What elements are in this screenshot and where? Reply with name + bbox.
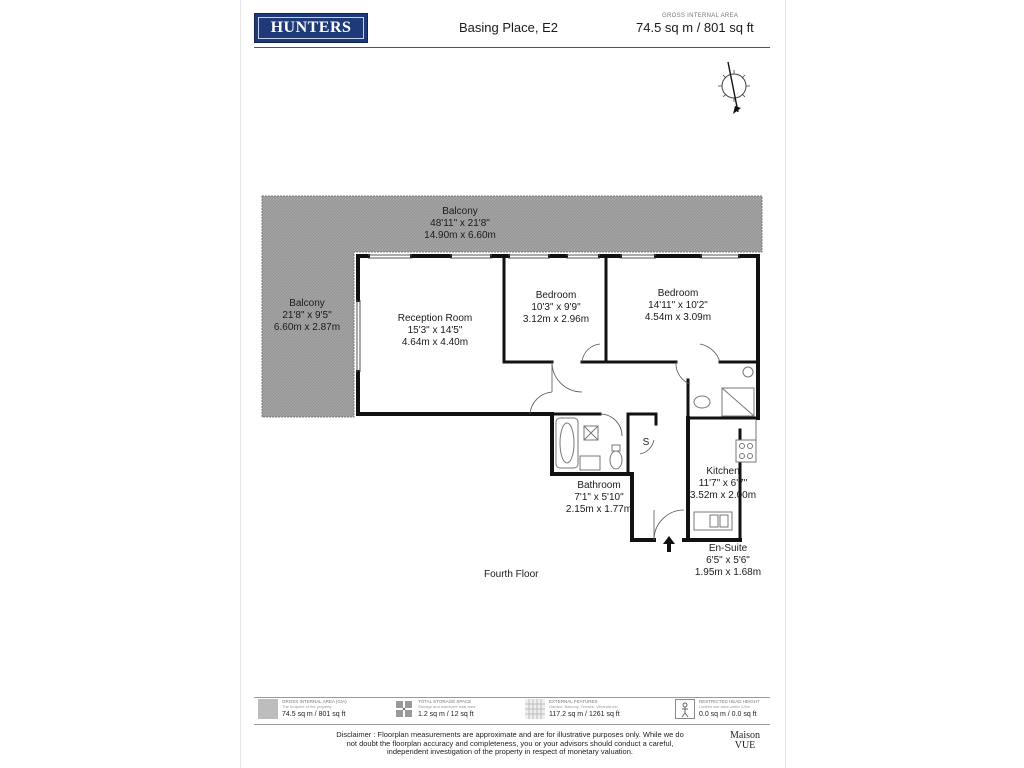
maison-line1: Maison [730, 730, 760, 741]
balcony-side-label [267, 298, 347, 334]
room-name: Balcony [289, 298, 325, 309]
legend-value: 74.5 sq m / 801 sq ft [282, 711, 346, 718]
legend-title: GROSS INTERNAL AREA (GIA) [282, 699, 347, 704]
room-metric: 6.60m x 2.87m [273, 322, 341, 333]
room-metric: 14.90m x 6.60m [424, 230, 496, 241]
legend-divider-bottom [254, 724, 770, 725]
gia-label: GROSS INTERNAL AREA [662, 13, 739, 19]
legend-value: 1.2 sq m / 12 sq ft [418, 711, 474, 718]
room-name: Bedroom [657, 288, 699, 299]
legend-external [525, 699, 655, 721]
room-metric: 4.64m x 4.40m [401, 337, 469, 348]
legend-sub: Storage and wardrobe total area [418, 704, 476, 709]
room-metric: 4.54m x 3.09m [644, 312, 712, 323]
bedroom-2-label [638, 288, 718, 324]
room-name: En-Suite [708, 543, 748, 554]
legend-gia [258, 699, 368, 721]
room-metric: 2.15m x 1.77m [565, 504, 633, 515]
legend-storage [394, 699, 504, 721]
legend-sub: Limited use area under 1.5m [699, 704, 750, 709]
reception-room-label [385, 313, 485, 349]
disclaimer-text: Disclaimer : Floorplan measurements are approximate and are for illustrative purposes only. While we do not doubt the floorplan accuracy and completeness, you or your advisors should conduct a careful, independent investigation of the property in respect of monetary valuation. [336, 730, 684, 756]
room-imperial: 15'3" x 14'5" [407, 325, 463, 336]
bedroom-1-label [516, 290, 596, 326]
maison-line2: VUE [734, 740, 756, 751]
room-imperial: 6'5" x 5'6" [706, 555, 750, 566]
room-metric: 3.52m x 2.00m [689, 490, 757, 501]
room-imperial: 48'11" x 21'8" [430, 218, 490, 229]
room-name: S [642, 437, 650, 448]
room-metric: 1.95m x 1.68m [694, 567, 762, 578]
storage-label [640, 437, 652, 449]
legend-sub: Garden, Balcony, Terrace, Veranda etc [549, 704, 618, 709]
ensuite-label [688, 543, 768, 579]
compass-icon [718, 62, 750, 114]
storage-swatch-icon [394, 699, 414, 719]
kitchen-label [688, 466, 758, 502]
gia-swatch [258, 699, 278, 719]
room-imperial: 10'3" x 9'9" [531, 302, 581, 313]
room-imperial: 14'11" x 10'2" [648, 300, 708, 311]
room-imperial: 21'8" x 9'5" [282, 310, 332, 321]
restricted-height-icon [675, 699, 695, 719]
room-name: Bathroom [577, 480, 621, 491]
floor-label: Fourth Floor [484, 569, 539, 580]
balcony-top-label [420, 206, 500, 242]
maison-vue-logo [730, 731, 760, 751]
bathroom-label [559, 480, 639, 516]
legend-sub: The footprint of the property [282, 704, 332, 709]
room-imperial: 7'1" x 5'10" [574, 492, 624, 503]
legend-value: 117.2 sq m / 1261 sq ft [549, 711, 620, 718]
room-metric: 3.12m x 2.96m [522, 314, 590, 325]
room-name: Balcony [442, 206, 478, 217]
legend-value: 0.0 sq m / 0.0 sq ft [699, 711, 757, 718]
legend-divider-top [254, 697, 770, 698]
hunters-logo-text: HUNTERS [258, 17, 364, 39]
legend-title: TOTAL STORAGE SPACE [418, 699, 472, 704]
room-imperial: 11'7" x 6'7" [698, 478, 748, 489]
legend-restricted [675, 699, 775, 721]
property-address: Basing Place, E2 [459, 20, 559, 35]
room-name: Kitchen [706, 466, 740, 477]
room-name: Bedroom [535, 290, 577, 301]
legend-title: EXTERNAL FEATURES [549, 699, 598, 704]
gia-value: 74.5 sq m / 801 sq ft [636, 20, 754, 35]
room-name: Reception Room [397, 313, 473, 324]
external-swatch-icon [525, 699, 545, 719]
legend-title: RESTRICTED HEAD HEIGHT [699, 699, 760, 704]
